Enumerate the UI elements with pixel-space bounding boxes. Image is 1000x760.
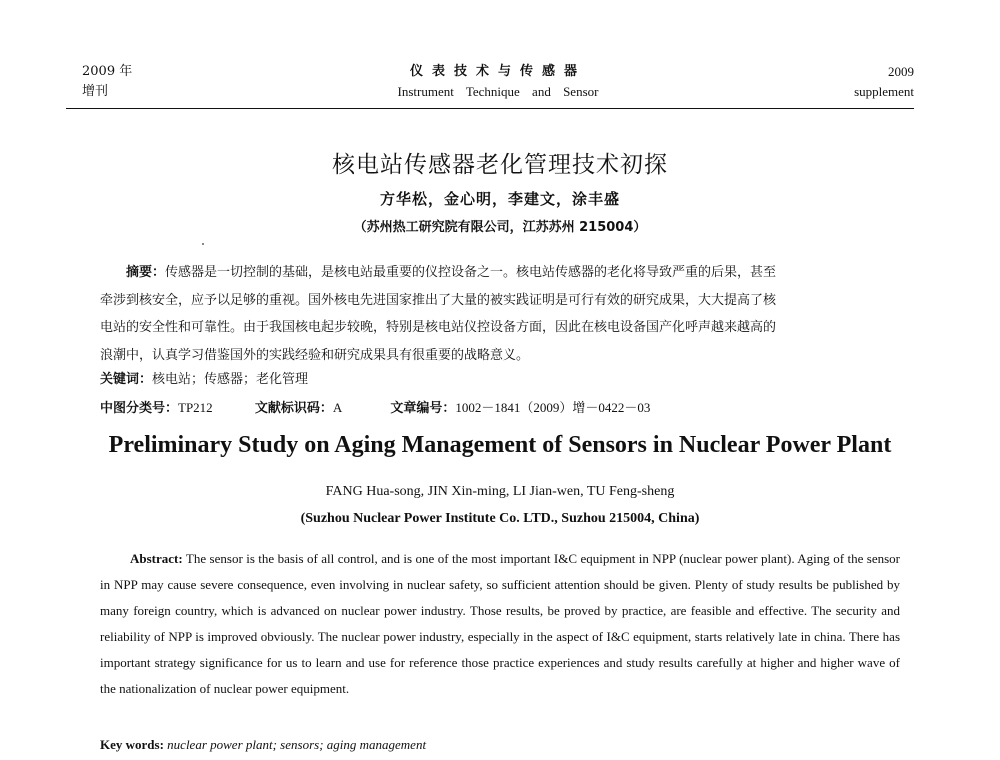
article-number-label: 文章编号： bbox=[390, 401, 456, 416]
abstract-en-text: The sensor is the basis of all control, and is one of the most important I&C equipment in NPP (nuclear power plant). Aging of the sensor in NPP may cause severe consequence, even involving in nuclear safety, so sufficient attention should be given. Plenty of study results be published by many foreign country, which is advanced on nuclear power industry. Those results, be proved by practice, are feasible and effective. The security and reliability of NPP is improved obviously. The nuclear power industry, especially in the aspect of I&C equipment, starts relatively late in china. There has important strategy significance for us to learn and use for reference those practice experiences and study results carefully at higher and higher wave of the nationalization of nuclear power equipment. bbox=[100, 551, 901, 696]
clc-value: TP212 bbox=[178, 400, 213, 415]
keywords-cn-value: 核电站；传感器；老化管理 bbox=[152, 372, 309, 387]
keywords-cn-label: 关键词： bbox=[100, 372, 153, 387]
keywords-en-label: Key words: bbox=[100, 737, 164, 752]
abstract-cn-line bbox=[100, 259, 900, 287]
affiliation-en: (Suzhou Nuclear Power Institute Co. LTD., Suzhou 215004, China) bbox=[300, 511, 700, 526]
header-rule bbox=[66, 108, 914, 109]
header-year-cn: 2009 年 bbox=[82, 64, 133, 79]
scan-speck bbox=[202, 243, 204, 245]
abstract-cn-label: 摘要： bbox=[126, 265, 166, 280]
article-number bbox=[390, 397, 650, 420]
doc-code bbox=[255, 397, 342, 420]
paper-title-cn: 核电站传感器老化管理技术初探 bbox=[332, 152, 668, 178]
doc-code-label: 文献标识码： bbox=[254, 401, 333, 416]
keywords-en-value: nuclear power plant; sensors; aging management bbox=[167, 737, 427, 752]
header-right bbox=[854, 62, 914, 102]
abstract-cn-line: 牵涉到核安全，应予以足够的重视。国外核电先进国家推出了大量的被实践证明是可行有效的研究成果，大大提高了核 bbox=[100, 292, 777, 308]
paper-title-en: Preliminary Study on Aging Management of Sensors in Nuclear Power Plant bbox=[108, 432, 892, 458]
abstract-cn-line: 电站的安全性和可靠性。由于我国核电起步较晚，特别是核电站仪控设备方面，因此在核电设备国产化呼声越来越高的 bbox=[100, 320, 777, 335]
affiliation-cn: （苏州热工研究院有限公司，江苏苏州 215004） bbox=[353, 220, 647, 235]
clc-number bbox=[100, 397, 213, 420]
abstract-cn bbox=[100, 259, 900, 369]
authors-en: FANG Hua-song, JIN Xin-ming, LI Jian-wen, TU Feng-sheng bbox=[325, 484, 675, 499]
authors-cn: 方华松，金心明，李建文，涂丰盛 bbox=[379, 190, 620, 208]
abstract-cn-text: 传感器是一切控制的基础，是核电站最重要的仪控设备之一。核电站传感器的老化将导致严重的后果，甚至 bbox=[165, 265, 777, 280]
doc-code-value: A bbox=[332, 400, 343, 415]
abstract-cn-line: 浪潮中，认真学习借鉴国外的实践经验和研究成果具有很重要的战略意义。 bbox=[100, 347, 530, 363]
abstract-en-label: Abstract: bbox=[130, 551, 183, 566]
header-year-en: 2009 bbox=[888, 64, 914, 79]
article-number-value: 1002－1841（2009）增－0422－03 bbox=[455, 400, 651, 415]
classification-row bbox=[100, 397, 650, 420]
abstract-en bbox=[100, 546, 900, 702]
keywords-en bbox=[100, 734, 426, 756]
header-journal bbox=[82, 62, 914, 102]
journal-name-cn: 仪表技术与传感器 bbox=[409, 64, 586, 79]
header-issue-en: supplement bbox=[854, 84, 914, 99]
header-issue-cn: 增刊 bbox=[82, 84, 109, 99]
running-header bbox=[82, 62, 914, 110]
clc-label: 中图分类号： bbox=[100, 401, 179, 416]
journal-name-en: Instrument Technique and Sensor bbox=[397, 84, 599, 99]
keywords-cn bbox=[100, 369, 308, 391]
